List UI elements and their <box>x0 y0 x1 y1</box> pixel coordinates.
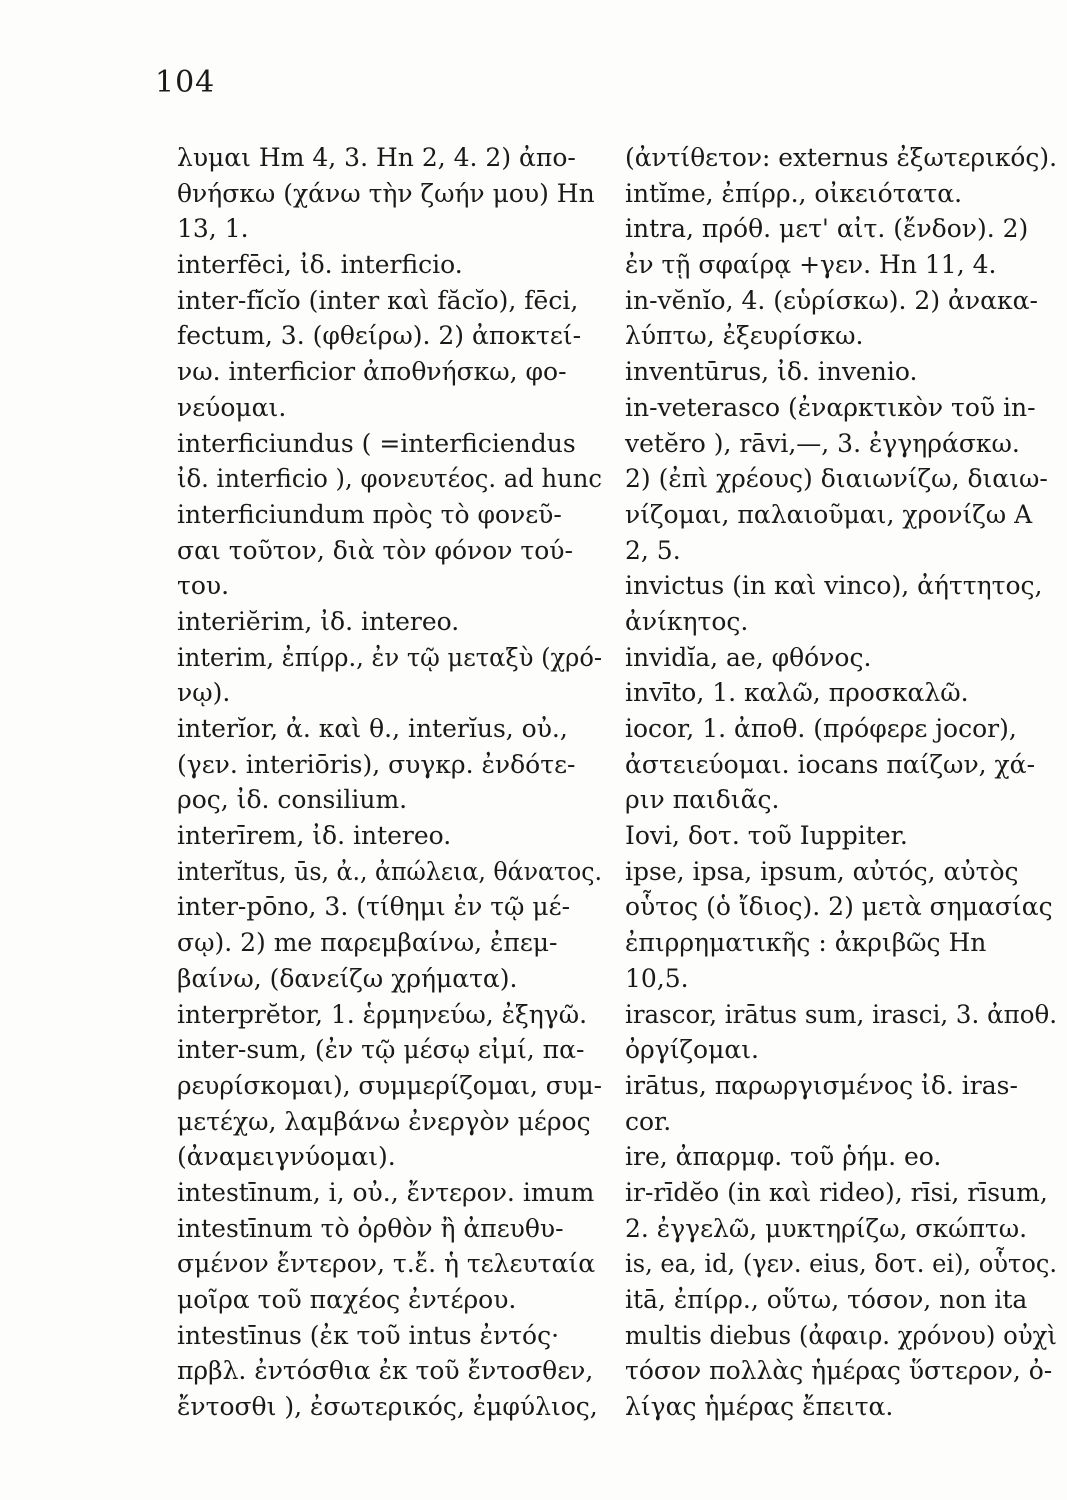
text-line: οὗτος (ὁ ἴδιος). 2) μετὰ σημασίας <box>625 892 1053 922</box>
text-line: Iovi, δοτ. τοῦ Iuppiter. <box>625 821 908 851</box>
text-line: ἀστειεύομαι. iocans παίζων, χά- <box>625 749 1036 779</box>
text-line: πρβλ. ἐντόσθια ἐκ τοῦ ἔντοσθεν, <box>177 1356 594 1386</box>
text-line: 2, 5. <box>625 535 681 565</box>
text-line: ρος, ἰδ. consilium. <box>177 785 408 815</box>
text-line: μοῖρα τοῦ παχέος ἐντέρου. <box>177 1285 517 1314</box>
text-line: fectum, 3. (φθείρω). 2) ἀποκτεί- <box>177 321 582 351</box>
text-line: (γεν. interiōris), συγκρ. ἐνδότε- <box>177 749 576 779</box>
text-line: intĭme, ἐπίρρ., οἰκειότατα. <box>625 178 963 208</box>
text-line: (ἀναμειγνύομαι). <box>177 1142 396 1172</box>
text-line: ἐν τῇ σφαίρᾳ +γεν. Hn 11, 4. <box>625 250 997 280</box>
text-line: ἔντοσθι ), ἐσωτερικός, ἐμφύλιος, <box>177 1392 598 1422</box>
text-line: intestīnum τὸ ὀρθὸν ἢ ἀπευθυ- <box>177 1213 564 1243</box>
text-line: invidĭa, ae, φθόνος. <box>625 642 872 672</box>
text-line: ipse, ipsa, ipsum, αὐτός, αὐτὸς <box>625 856 1019 886</box>
text-line: ἰδ. interficio ), φονευτέος. ad hunc <box>177 464 603 494</box>
text-line: invīto, 1. καλῶ, προσκαλῶ. <box>625 678 969 708</box>
text-line: interprĕtor, 1. ἑρμηνεύω, ἐξηγῶ. <box>177 999 588 1029</box>
text-line: multis diebus (ἀφαιρ. χρόνου) οὐχὶ <box>625 1320 1057 1350</box>
text-line: interīrem, ἰδ. intereo. <box>177 821 452 851</box>
text-line: intestīnum, i, οὐ., ἔντερον. imum <box>177 1177 595 1207</box>
text-line: 2. ἐγγελῶ, μυκτηρίζω, σκώπτω. <box>625 1213 1028 1243</box>
text-line: inter-pōno, 3. (τίθημι ἐν τῷ μέ- <box>177 892 571 922</box>
text-line: interim, ἐπίρρ., ἐν τῷ μεταξὺ (χρό- <box>177 642 603 672</box>
text-line: βαίνω, (δανείζω χρήματα). <box>177 963 518 993</box>
text-line: νῳ). <box>177 678 231 708</box>
text-line: interficiundus ( =interficiendus <box>177 428 576 458</box>
text-line: interiĕrim, ἰδ. intereo. <box>177 606 460 636</box>
text-line: iocor, 1. ἀποθ. (πρόφερε jocor), <box>625 714 1017 743</box>
text-line: invictus (in καὶ vinco), ἀήττητος, <box>625 571 1043 601</box>
text-line: του. <box>177 571 230 601</box>
left-column <box>177 140 602 1425</box>
text-line: in-veterasco (ἐναρκτικὸν τοῦ in- <box>625 392 1036 422</box>
right-column <box>625 140 1057 1425</box>
text-line: νίζομαι, παλαιοῦμαι, χρονίζω A <box>625 499 1033 529</box>
text-line: is, ea, id, (γεν. eius, δοτ. ei), οὗτος. <box>625 1249 1058 1279</box>
text-line: λύπτω, ἐξευρίσκω. <box>625 321 864 351</box>
text-line: 13, 1. <box>177 214 249 244</box>
text-line: σῳ). 2) me παρεμβαίνω, ἐπεμ- <box>177 928 558 958</box>
text-line: inter-fĭcĭo (inter καὶ făcĭo), fēci, <box>177 285 579 315</box>
text-line: inventūrus, ἰδ. invenio. <box>625 357 918 387</box>
text-line: θνήσκω (χάνω τὴν ζωήν μου) Hn <box>177 178 595 208</box>
text-line: interĭor, ἀ. καὶ θ., interĭus, οὐ., <box>177 714 568 743</box>
text-line: inter-sum, (ἐν τῷ μέσῳ εἰμί, πα- <box>177 1035 585 1065</box>
text-line: λυμαι Hm 4, 3. Hn 2, 4. 2) ἀπο- <box>177 143 576 172</box>
text-line: vetĕro ), rāvi,—, 3. ἐγγηράσκω. <box>625 428 1020 458</box>
text-line: ἀνίκητος. <box>625 606 749 636</box>
text-line: intra, πρόθ. μετ' αἰτ. (ἔνδον). 2) <box>625 214 1029 244</box>
text-line: interĭtus, ūs, ἀ., ἀπώλεια, θάνατος. <box>177 856 603 886</box>
text-line: ρευρίσκομαι), συμμερίζομαι, συμ- <box>177 1070 603 1100</box>
text-line: ἐπιρρηματικῆς : ἀκριβῶς Hn <box>625 928 987 958</box>
text-line: ire, ἀπαρμφ. τοῦ ῥήμ. eo. <box>625 1142 942 1172</box>
text-line: ὀργίζομαι. <box>625 1035 759 1065</box>
page-number: 104 <box>155 65 216 100</box>
text-line: 2) (ἐπὶ χρέους) διαιωνίζω, διαιω- <box>625 464 1048 494</box>
text-line: (ἀντίθετον: externus ἐξωτερικός). <box>625 143 1058 172</box>
text-line: σμένον ἔντερον, τ.ἔ. ἡ τελευταία <box>177 1249 596 1279</box>
text-line: interfēci, ἰδ. interficio. <box>177 250 463 280</box>
text-line: νεύομαι. <box>177 392 287 422</box>
text-line: itā, ἐπίρρ., οὕτω, τόσον, non ita <box>625 1285 1028 1314</box>
text-line: irātus, παρωργισμένος ἰδ. iras- <box>625 1070 1018 1100</box>
text-line: cor. <box>625 1106 672 1136</box>
text-line: λίγας ἡμέρας ἔπειτα. <box>625 1392 894 1422</box>
text-line: irascor, irātus sum, irasci, 3. ἀποθ. <box>625 999 1058 1029</box>
text-line: ριν παιδιᾶς. <box>625 785 780 815</box>
text-line: ir-rīdĕo (in καὶ rideo), rīsi, rīsum, <box>625 1177 1048 1207</box>
text-line: intestīnus (ἐκ τοῦ intus ἐντός· <box>177 1320 560 1350</box>
text-line: 10,5. <box>625 963 689 993</box>
text-line: τόσον πολλὰς ἡμέρας ὕστερον, ὀ- <box>625 1356 1053 1386</box>
text-line: νω. interficior ἀποθνήσκω, φο- <box>177 357 567 387</box>
text-line: in-vĕnĭo, 4. (εὑρίσκω). 2) ἀνακα- <box>625 285 1038 315</box>
text-line: μετέχω, λαμβάνω ἐνεργὸν μέρος <box>177 1106 591 1136</box>
text-line: σαι τοῦτον, διὰ τὸν φόνον τού- <box>177 535 573 565</box>
text-line: interficiundum πρὸς τὸ φονεῦ- <box>177 499 562 529</box>
